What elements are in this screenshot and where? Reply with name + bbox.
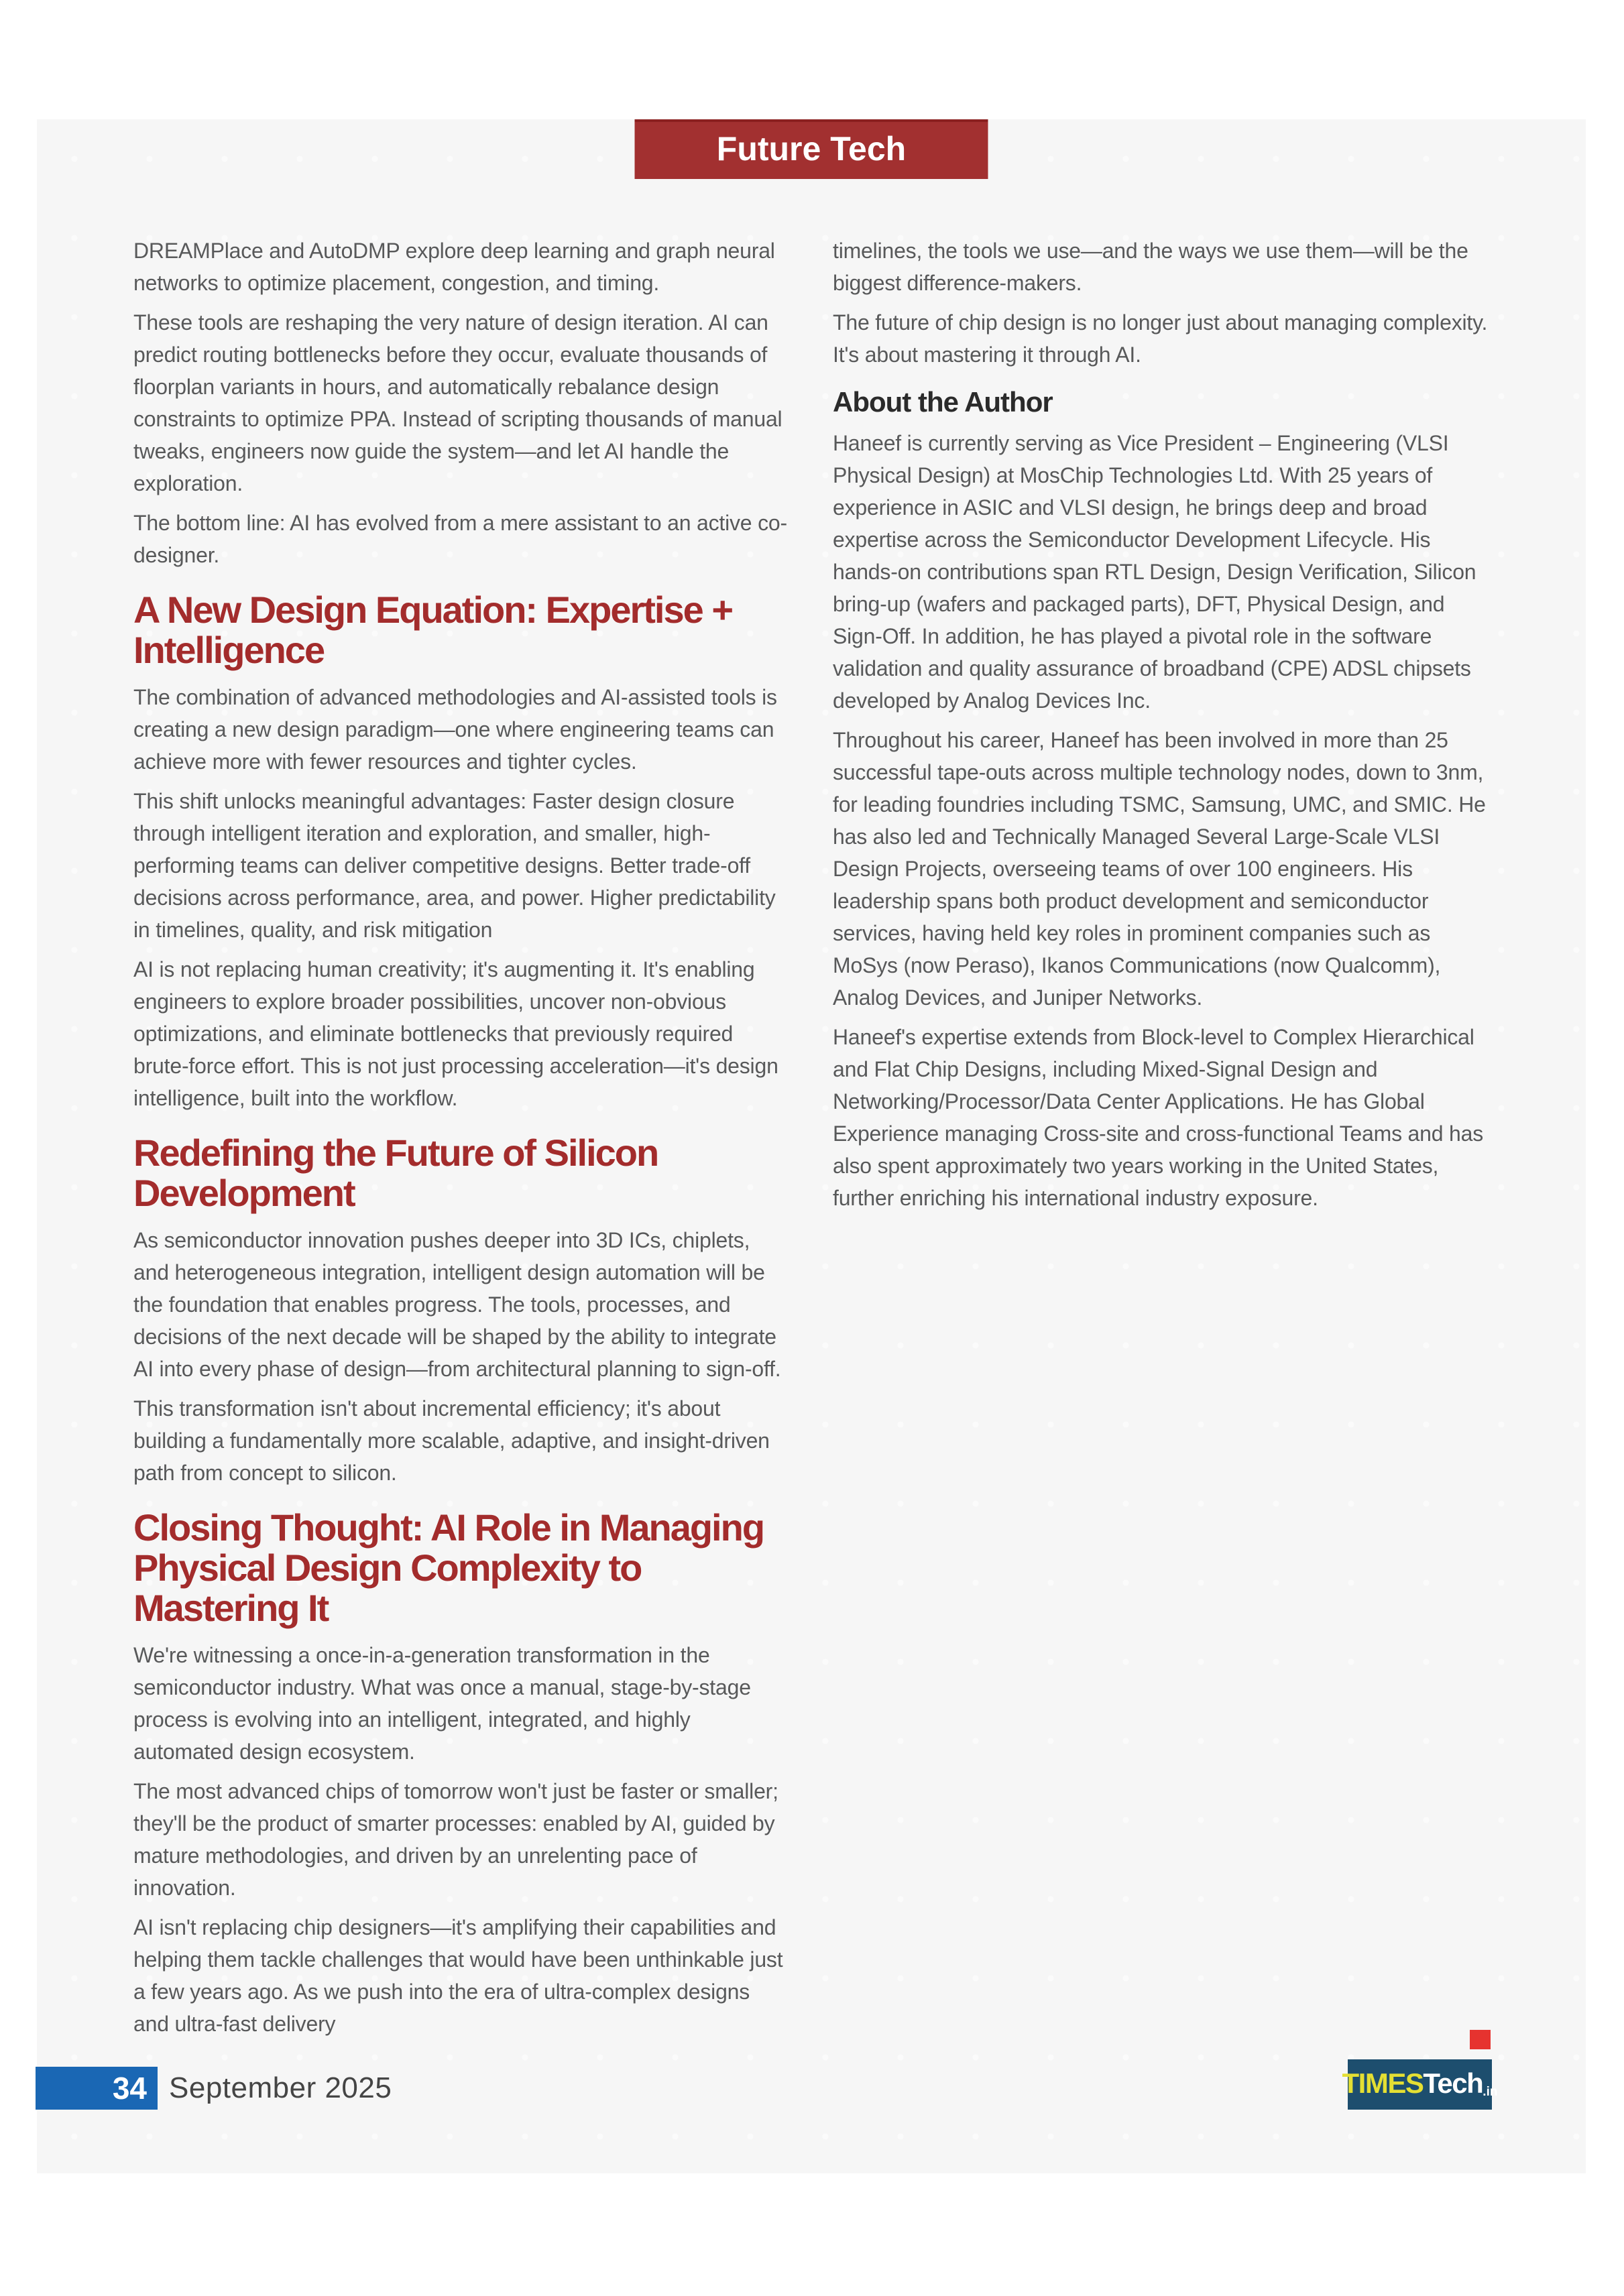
section-badge: Future Tech — [635, 119, 988, 179]
paragraph: timelines, the tools we use—and the ways we use them—will be the biggest difference-makers. — [833, 239, 1468, 295]
article-column-right — [833, 235, 1497, 2047]
section-heading: A New Design Equation: Expertise + Intelligence — [133, 589, 733, 671]
timestech-logo — [1342, 2059, 1498, 2110]
section-heading: Redefining the Future of Silicon Development — [133, 1132, 658, 1214]
paragraph: Throughout his career, Haneef has been involved in more than 25 successful tape-outs across multiple technology nodes, down to 3nm, for leading foundries including TSMC, Samsung, UMC, and SMIC. He has also led and Technically Managed Several Large-Scale VLSI Design Projects, overseeing teams of over 100 engineers. His leadership spans both product development and semiconductor services, having held key roles in prominent companies such as MoSys (now Peraso), Ikanos Communications (now Qualcomm), Analog Devices, and Juniper Networks. — [833, 728, 1486, 1010]
paragraph: These tools are reshaping the very nature of design iteration. AI can predict routing bottlenecks before they occur, evaluate thousands of floorplan variants in hours, and automatically rebalance design constraints to optimize PPA. Instead of scripting thousands of manual tweaks, engineers now guide the system—and let AI handle the exploration. — [133, 310, 782, 495]
paragraph: DREAMPlace and AutoDMP explore deep learning and graph neural networks to optimize placement, congestion, and timing. — [133, 239, 775, 295]
paragraph: This shift unlocks meaningful advantages: Faster design closure through intelligent iteration and exploration, and smaller, high-performing teams can deliver competitive designs. Better trade-off decisions across performance, area, and power. Higher predictability in timelines, quality, and risk mitigation — [133, 789, 776, 942]
paragraph: This transformation isn't about incremental efficiency; it's about building a fundamentally more scalable, adaptive, and insight-driven path from concept to silicon. — [133, 1396, 770, 1485]
section-heading: Closing Thought: AI Role in Managing Physical Design Complexity to Mastering It — [133, 1506, 764, 1629]
logo-times-text: TIMES — [1342, 2067, 1424, 2099]
paragraph: The combination of advanced methodologies and AI-assisted tools is creating a new design paradigm—one where engineering teams can achieve more with fewer resources and tighter cycles. — [133, 685, 777, 774]
paragraph: AI is not replacing human creativity; it's augmenting it. It's enabling engineers to explore broader possibilities, uncover non-obvious optimizations, and eliminate bottlenecks that previously required brute-force effort. This is not just processing acceleration—it's design intelligence, built into the workflow. — [133, 957, 778, 1110]
logo-tech-text: Tech — [1423, 2067, 1483, 2099]
paragraph: The future of chip design is no longer just about managing complexity. It's about mastering it through AI. — [833, 310, 1488, 367]
article-columns — [133, 235, 1497, 2047]
subsection-heading: About the Author — [833, 386, 1053, 418]
paragraph: AI isn't replacing chip designers—it's amplifying their capabilities and helping them tackle challenges that would have been unthinkable just a few years ago. As we push into the era of ultra-complex designs and ultra-fast delivery — [133, 1915, 783, 2036]
article-content-background — [37, 119, 1586, 2173]
paragraph: The most advanced chips of tomorrow won't just be faster or smaller; they'll be the product of smarter processes: enabled by AI, guided by mature methodologies, and driven by an unrelenting pace of innovation. — [133, 1779, 778, 1900]
logo-red-square-icon — [1470, 2030, 1491, 2049]
paragraph: We're witnessing a once-in-a-generation transformation in the semiconductor industry. What was once a manual, stage-by-stage process is evolving into an intelligent, integrated, and highly automated design ecosystem. — [133, 1643, 751, 1764]
issue-date: September 2025 — [169, 2071, 392, 2104]
page-number-badge: 34 — [36, 2067, 158, 2110]
article-column-left — [133, 235, 788, 2047]
paragraph: Haneef is currently serving as Vice President – Engineering (VLSI Physical Design) at MosChip Technologies Ltd. With 25 years of experience in ASIC and VLSI design, he brings deep and broad expertise across the Semiconductor Development Lifecycle. His hands-on contributions span RTL Design, Design Verification, Silicon bring-up (wafers and packaged parts), DFT, Physical Design, and Sign-Off. In addition, he has played a pivotal role in the software validation and quality assurance of broadband (CPE) ADSL chipsets developed by Analog Devices Inc. — [833, 431, 1476, 713]
paragraph: The bottom line: AI has evolved from a mere assistant to an active co-designer. — [133, 511, 787, 567]
logo-tld-text: .in — [1483, 2085, 1498, 2099]
paragraph: Haneef's expertise extends from Block-level to Complex Hierarchical and Flat Chip Designs, including Mixed-Signal Design and Networking/Processor/Data Center Applications. He has Global Experience managing Cross-site and cross-functional Teams and has also spent approximately two years working in the United States, further enriching his international industry exposure. — [833, 1025, 1484, 1210]
paragraph: As semiconductor innovation pushes deeper into 3D ICs, chiplets, and heterogeneous integration, intelligent design automation will be the foundation that enables progress. The tools, processes, and decisions of the next decade will be shaped by the ability to integrate AI into every phase of design—from architectural planning to sign-off. — [133, 1228, 781, 1381]
